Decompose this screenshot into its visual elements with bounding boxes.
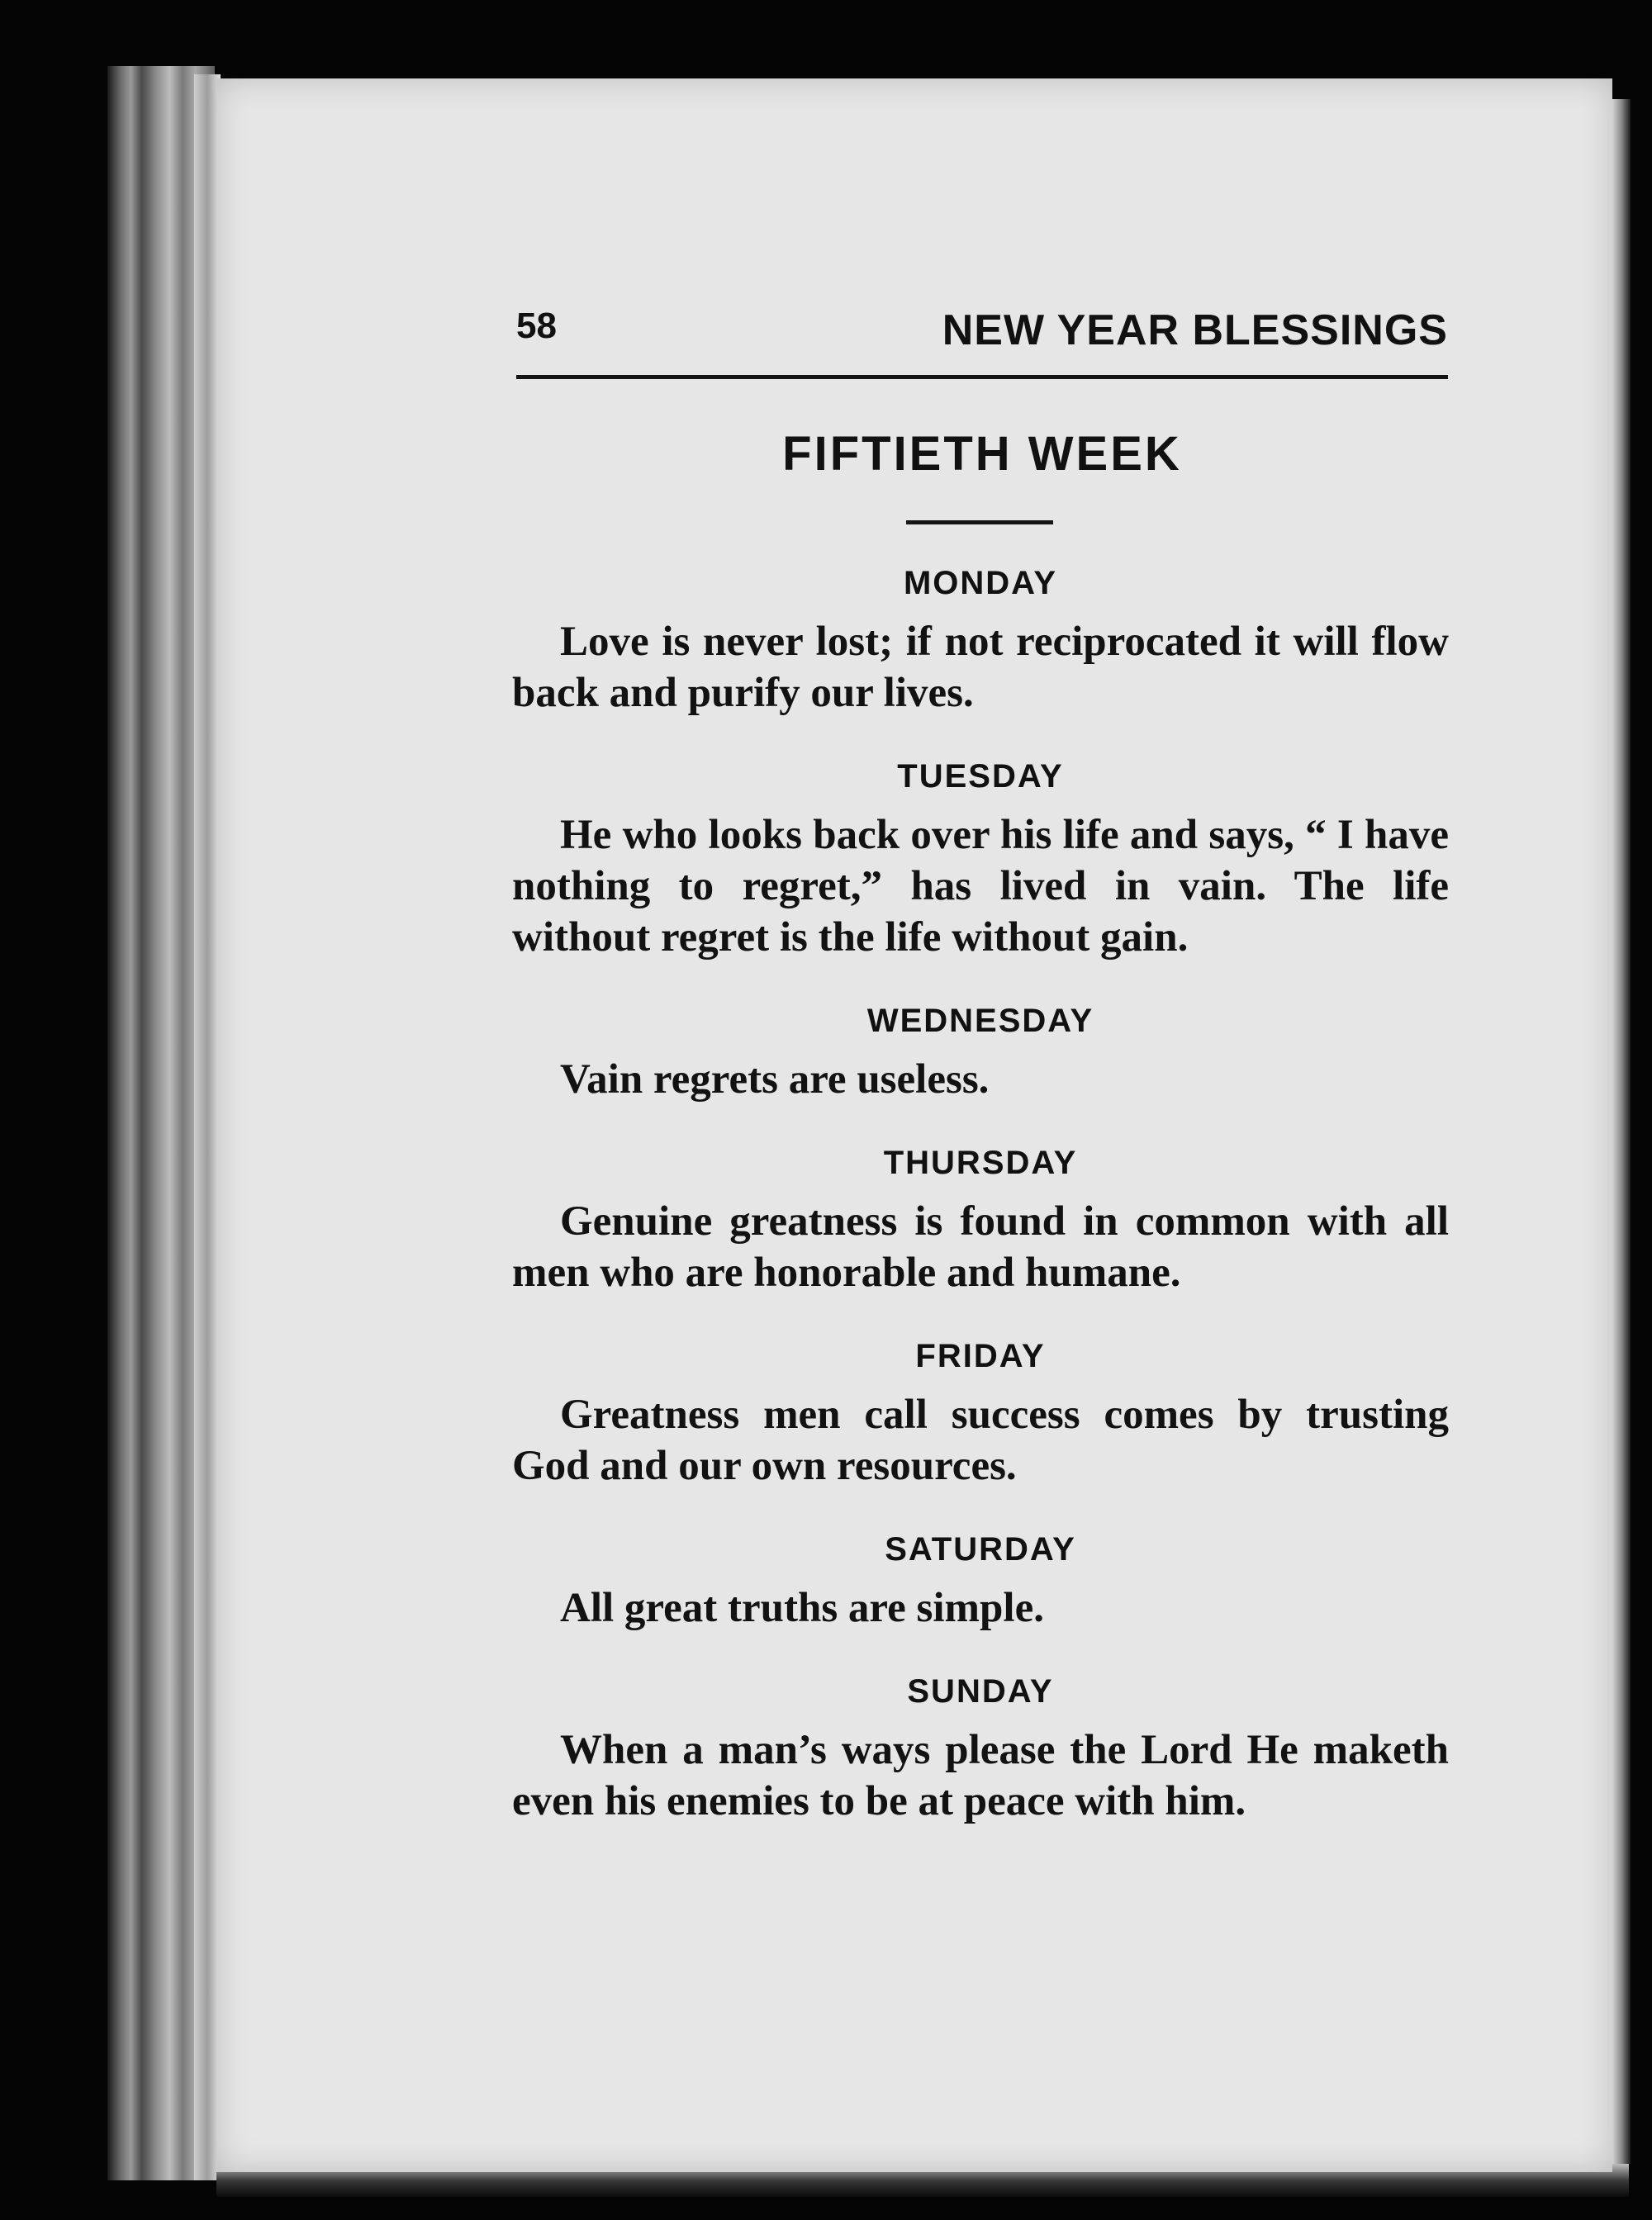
title-divider xyxy=(906,520,1053,524)
day-sunday xyxy=(512,1667,1449,1827)
day-heading: SATURDAY xyxy=(885,1531,1076,1568)
day-thursday xyxy=(512,1138,1449,1298)
day-heading: MONDAY xyxy=(903,565,1058,601)
running-head xyxy=(516,306,1448,372)
book-title: NEW YEAR BLESSINGS xyxy=(942,306,1448,354)
day-reading: Love is never lost; if not reciprocated it will flow back and purify our lives. xyxy=(512,619,1449,716)
day-heading: FRIDAY xyxy=(915,1338,1046,1374)
daily-readings xyxy=(512,558,1449,1860)
day-heading: WEDNESDAY xyxy=(866,1003,1094,1039)
week-title: FIFTIETH WEEK xyxy=(782,427,1182,481)
header-rule xyxy=(516,375,1448,379)
day-reading: When a man’s ways please the Lord He maketh even his enemies to be at peace with him. xyxy=(512,1727,1449,1824)
page-right-edge xyxy=(1612,99,1631,2164)
page-number: 58 xyxy=(516,306,557,346)
day-heading: THURSDAY xyxy=(883,1145,1078,1181)
day-saturday xyxy=(512,1525,1449,1634)
day-monday xyxy=(512,558,1449,719)
day-reading: Vain regrets are useless. xyxy=(560,1056,990,1103)
day-reading: All great truths are simple. xyxy=(560,1585,1044,1631)
day-wednesday xyxy=(512,996,1449,1105)
day-heading: SUNDAY xyxy=(907,1673,1054,1710)
day-friday xyxy=(512,1331,1449,1492)
day-reading: Genuine greatness is found in common with all men who are honorable and humane. xyxy=(512,1198,1449,1296)
day-tuesday xyxy=(512,752,1449,963)
day-reading: He who looks back over his life and says, “ I have nothing to regret,” has lived in vain. The life without regret is the life without gain. xyxy=(512,812,1449,961)
day-heading: TUESDAY xyxy=(897,758,1064,795)
day-reading: Greatness men call success comes by trusting God and our own resources. xyxy=(512,1392,1449,1489)
